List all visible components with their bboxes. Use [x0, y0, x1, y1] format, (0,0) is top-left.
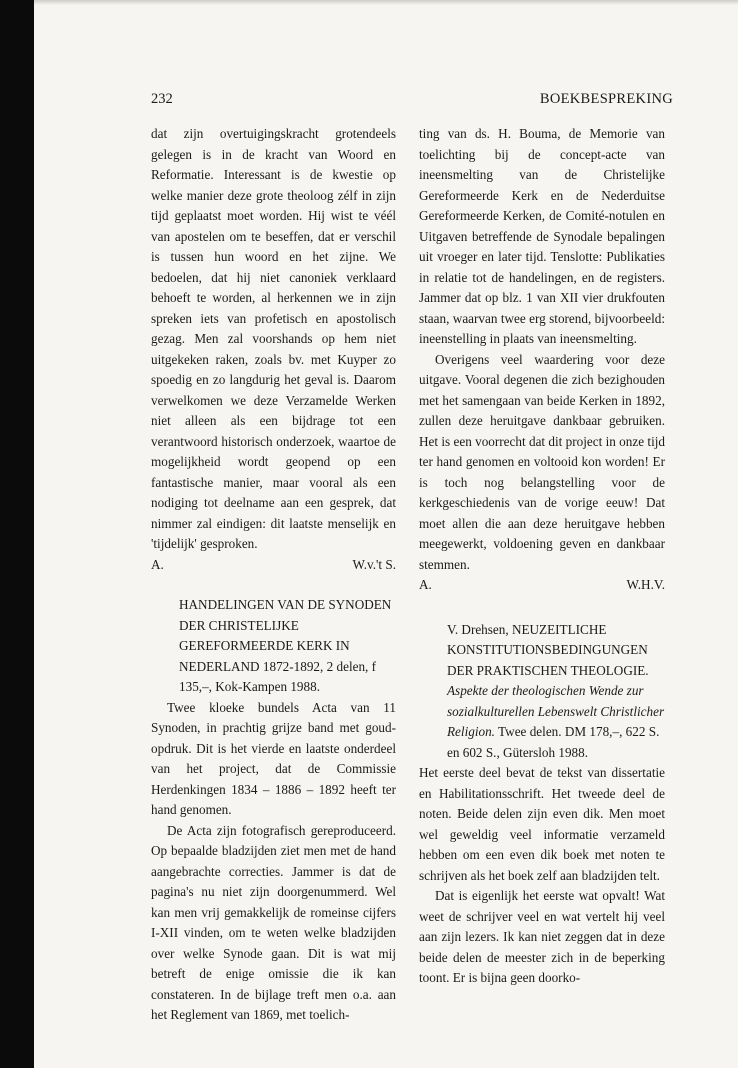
paragraph: dat zijn overtuigingskracht grotendeels gelegen is in de kracht van Woord en Reformatie. Interessant is de kwestie op welke manier deze grote theoloog zélf in zijn tijd geplaatst moet worden. Hij wist te véél van apostelen om te beseffen, dat er verschil is tussen hun woord en het zijne. We bedoelen, dat hij niet canoniek verklaard behoeft te worden, al herkennen we in zijn spreken iets van profetisch en apostolisch gezag. Men zal voorshands op hem niet uitgekeken raken, zoals bv. met Kuyper zo spoedig en zo langdurig het geval is. Daarom verwelkomen we deze Verzamelde Werken niet alleen als een bijdrage tot een verantwoord historisch onderzoek, waartoe de mogelijkheid wordt geopend op een fantastische manier, maar vooral als een nodiging tot deelname aan een gesprek, dat nimmer zal eindigen: dit laatste menselijk en 'tijdelijk' gesproken. [151, 126, 396, 551]
review-heading: HANDELINGEN VAN DE SYNODEN DER CHRISTELIJKE GEREFORMEERDE KERK IN NEDERLAND 1872-1892, 2 delen, f 135,–, Kok-Kampen 1988. [179, 597, 392, 694]
review-heading [447, 620, 665, 764]
right-column [419, 124, 665, 989]
running-title: BOEKBESPREKING [539, 91, 673, 107]
page-number: 232 [151, 91, 173, 107]
left-column [151, 124, 396, 1026]
signature [419, 575, 665, 596]
paragraph: Twee kloeke bundels Acta van 11 Synoden, in prachtig grijze band met goud-opdruk. Dit is het vierde en laatste onderdeel van het project, dat de Commissie Herdenkingen 1834 – 1886 – 1892 heeft ter hand genomen. [151, 699, 396, 817]
spacer [419, 596, 665, 608]
paragraph: De Acta zijn fotografisch gereproduceerd. Op bepaalde bladzijden ziet men met de hand aangebrachte correcties. Jammer is dat de pagina's nu niet zijn doorgenummerd. Wel kan men vrij gemakkelijk de romeinse cijfers I-XII vinden, om te weten welke bladzijden over welke Synode gaan. Dit is wat mij betreft de enige omissie die ik kan constateren. In de bijlage treft men o.a. aan het Reglement van 1869, met toelich- [151, 822, 396, 1022]
page-shadow [34, 0, 738, 5]
paragraph: Het eerste deel bevat de tekst van dissertatie en Habilitationsschrift. Het tweede deel de noten. Beide delen zijn even dik. Men moet wel geweldig veel informatie verzameld hebben om een even dik boek met noten te schrijven als het boek zelf aan bladzijden telt. [419, 765, 665, 883]
paragraph: Overigens veel waardering voor deze uitgave. Vooral degenen die zich bezighouden met het samengaan van beide Kerken in 1892, zullen deze heruitgave dankbaar gebruiken. Het is een voorrecht dat dit project in onze tijd ter hand genomen en voltooid kon worden! Er is toch nog belangstelling voor de kerkgeschiedenis van de vorige eeuw! Dat moet allen die aan deze heruitgave hebben meegewerkt, voldoening geven en dankbaar stemmen. [419, 351, 665, 572]
signature [151, 555, 396, 576]
paragraph: ting van ds. H. Bouma, de Memorie van toelichting bij de concept-acte van ineensmelting van de Christelijke Gereformeerde Kerk en de Nederduitse Gereformeerde Kerken, de Comité-notulen en Uitgaven betreffende de Synodale bepalingen uit vroeger en later tijd. Tenslotte: Publikaties in relatie tot de handelingen, en de registers. Jammer dat op blz. 1 van XII vier drukfouten staan, waarvan twee erg storend, bijvoorbeeld: ineenstelling in plaats van ineensmelting. [419, 126, 665, 346]
review-title: V. Drehsen, NEUZEITLICHE KONSTITUTIONSBEDINGUNGEN DER PRAKTISCHEN THEOLOGIE. [447, 621, 649, 678]
signature-author: W.v.'t S. [352, 556, 396, 572]
scan-edge [0, 0, 34, 1068]
review-subtitle: Aspekte der theologischen Wende zur sozialkulturellen Lebenswelt Christlicher Religion. [447, 683, 665, 739]
signature-place: A. [151, 556, 164, 572]
signature-place: A. [419, 577, 432, 592]
review-details: Twee delen. DM 178,–, 622 S. en 602 S., Gütersloh 1988. [447, 724, 660, 760]
paragraph: Dat is eigenlijk het eerste wat opvalt! Wat weet de schrijver veel en wat vertelt hij veel aan zijn lezers. Ik kan niet zeggen dat in deze beide delen de meester zich in de beperking toont. Er is bijna geen doorko- [419, 888, 665, 985]
signature-author: W.H.V. [626, 577, 665, 592]
